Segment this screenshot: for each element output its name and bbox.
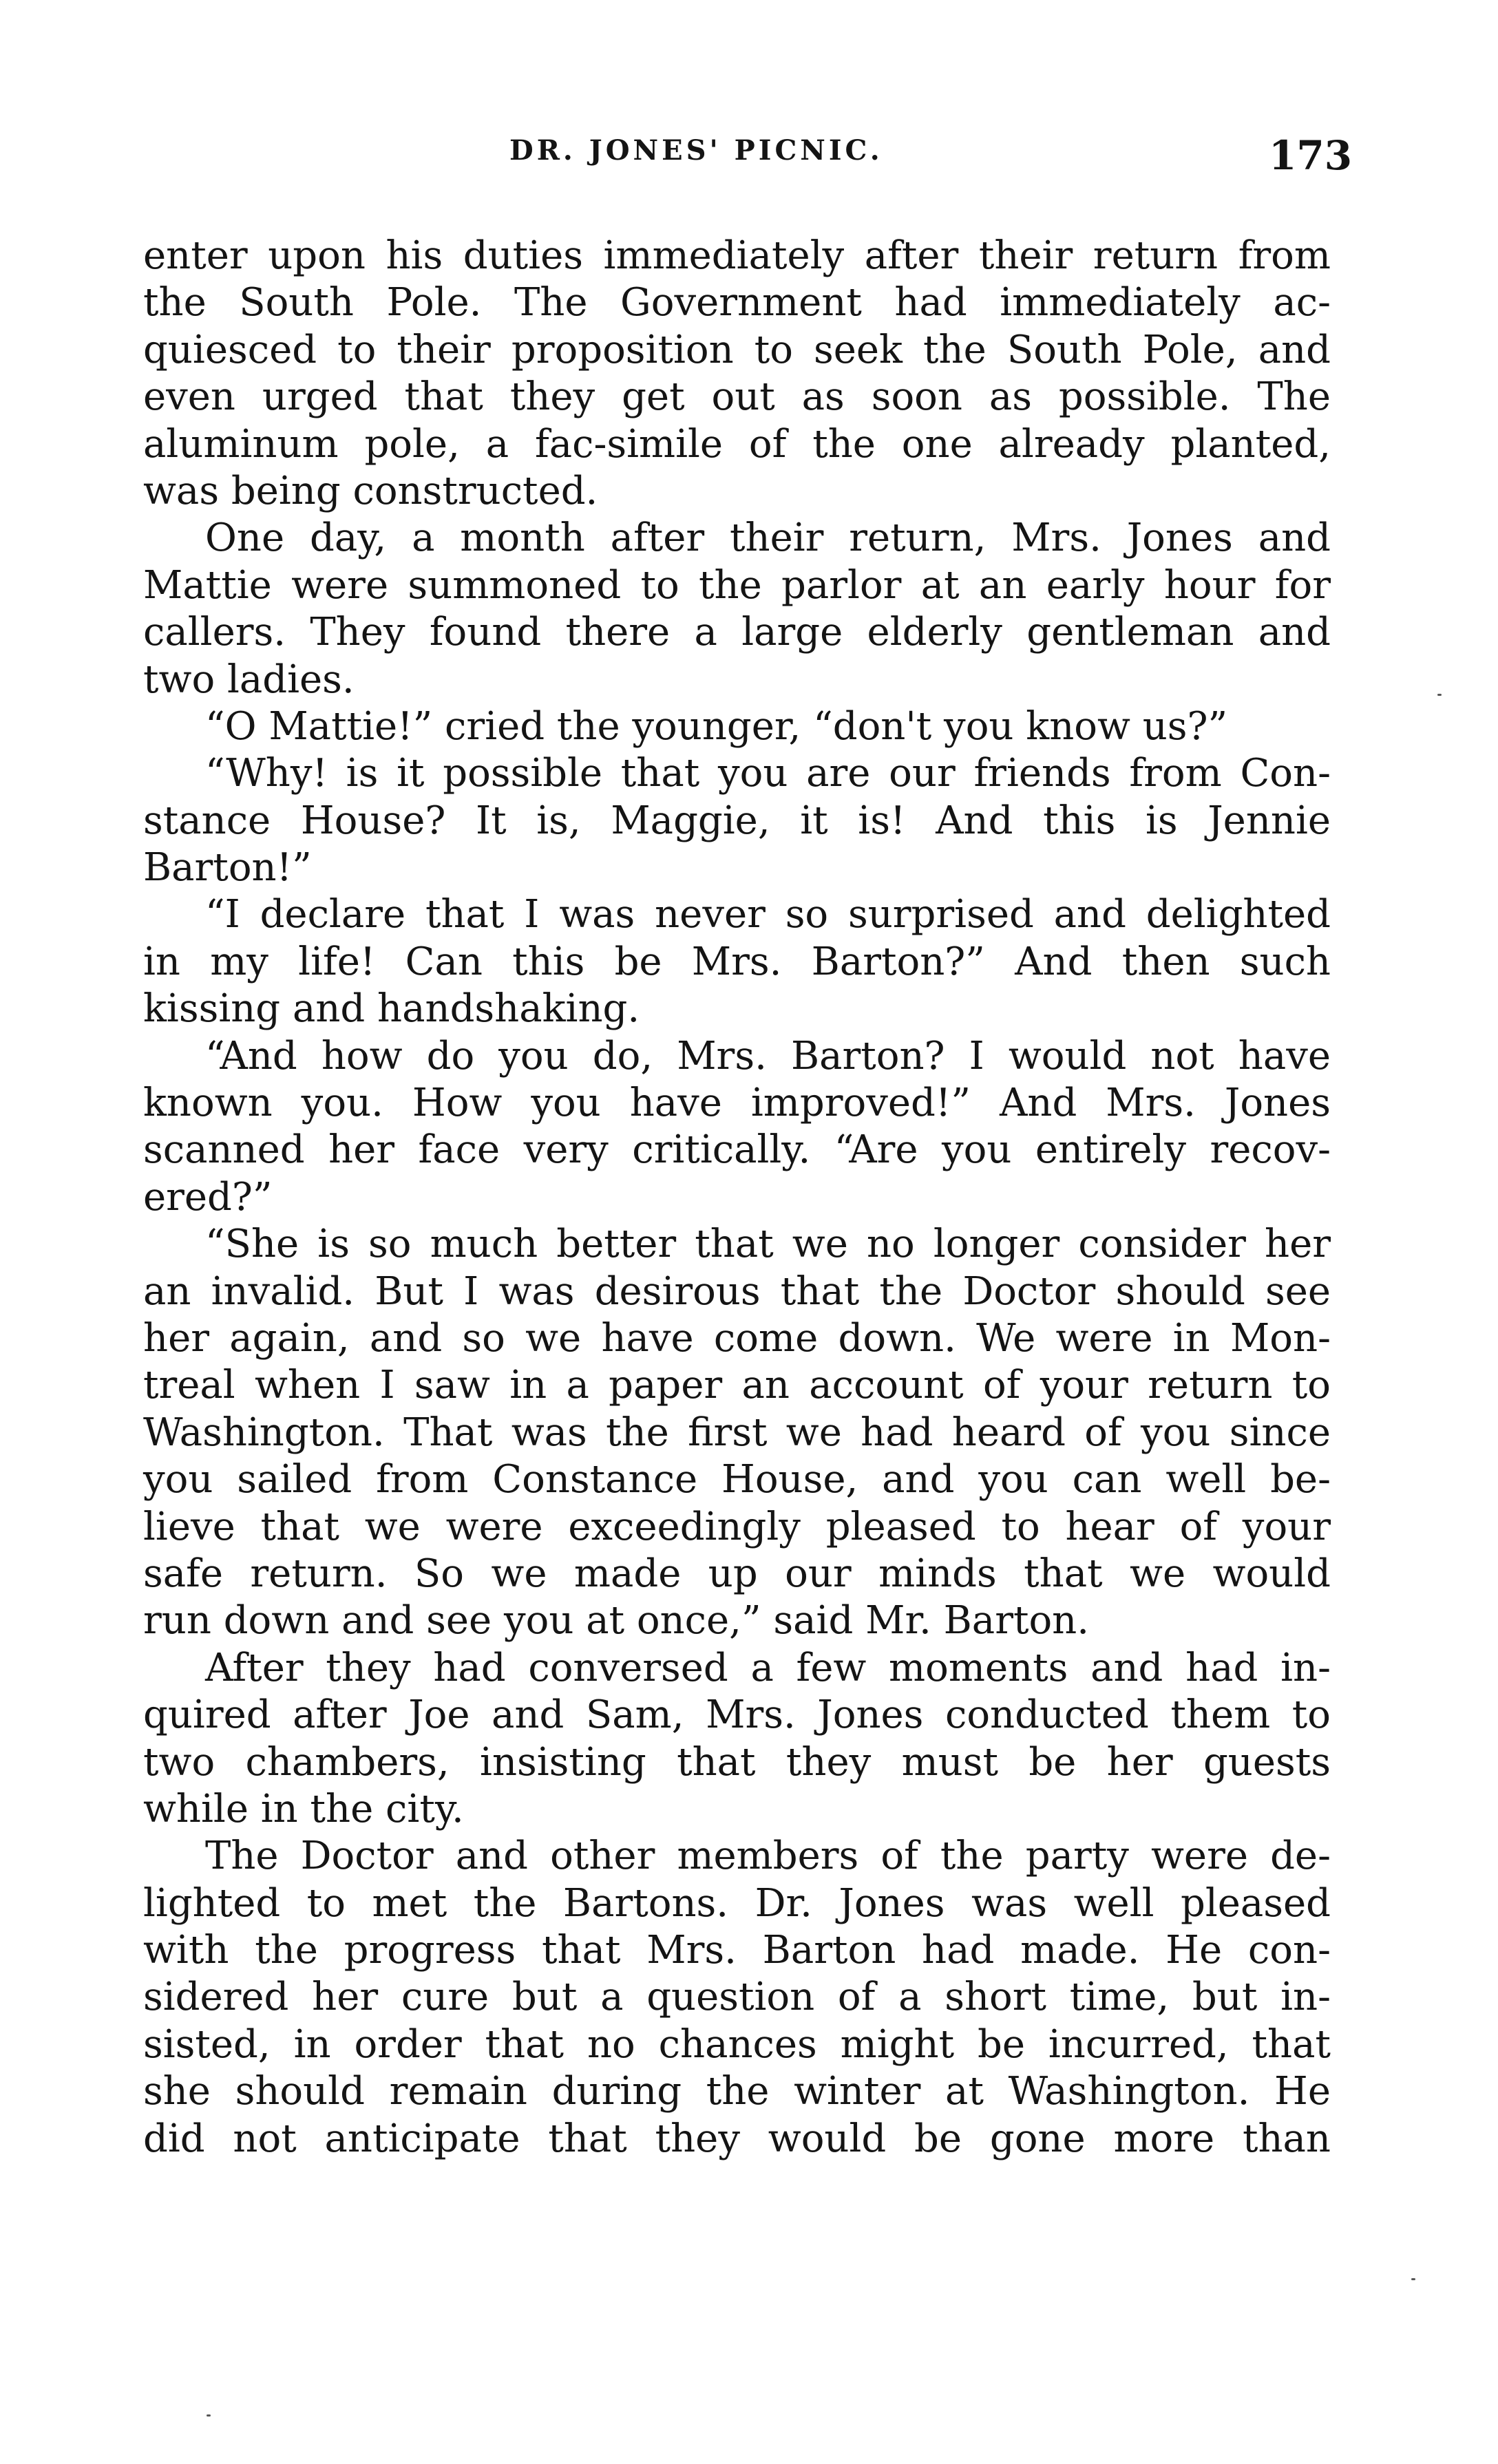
text-line: you sailed from Constance House, and you can well be- (143, 1457, 1331, 1502)
text-line: lieve that we were exceedingly pleased to hear of your (143, 1504, 1331, 1549)
text-line: sidered her cure but a question of a short time, but in- (143, 1975, 1331, 2020)
text-line: treal when I saw in a paper an account of your return to (143, 1363, 1331, 1408)
text-line: two chambers, insisting that they must be her guests (143, 1739, 1331, 1785)
text-line: she should remain during the winter at Washington. He (143, 2069, 1331, 2114)
text-line: callers. They found there a large elderly gentleman and (143, 610, 1331, 655)
text-line: stance House? It is, Maggie, it is! And this is Jennie (143, 798, 1331, 843)
text-line: aluminum pole, a fac-simile of the one already planted, (143, 421, 1331, 467)
text-line: quiesced to their proposition to seek the South Pole, and (143, 327, 1331, 372)
paragraph-start: The Doctor and other members of the party were de- (205, 1834, 1331, 1879)
paragraph-start: “She is so much better that we no longer consider her (205, 1222, 1331, 1267)
text-line: while in the city. (143, 1786, 464, 1831)
paper-speck (1437, 694, 1442, 696)
text-line: ered?” (143, 1174, 273, 1220)
paragraph-start: One day, a month after their return, Mrs. Jones and (205, 516, 1331, 561)
text-line: with the progress that Mrs. Barton had made. He con- (143, 1928, 1331, 1973)
page-number: 173 (1269, 132, 1353, 179)
running-title: DR. JONES' PICNIC. (509, 134, 883, 167)
text-line: sisted, in order that no chances might be incurred, that (143, 2021, 1331, 2067)
text-line: her again, and so we have come down. We were in Mon- (143, 1315, 1331, 1361)
text-line: scanned her face very critically. “Are you entirely recov- (143, 1127, 1331, 1173)
text-line: Mattie were summoned to the parlor at an early hour for (143, 562, 1331, 608)
text-line: enter upon his duties immediately after their return from (143, 233, 1331, 278)
text-line: an invalid. But I was desirous that the Doctor should see (143, 1268, 1331, 1314)
text-line: known you. How you have improved!” And Mrs. Jones (143, 1081, 1331, 1126)
paragraph-start: After they had conversed a few moments and had in- (205, 1645, 1331, 1690)
text-line: run down and see you at once,” said Mr. Barton. (143, 1598, 1090, 1644)
paragraph-start: “Why! is it possible that you are our friends from Con- (205, 751, 1331, 796)
text-line: Barton!” (143, 845, 312, 891)
text-line: the South Pole. The Government had immediately ac- (143, 280, 1331, 326)
text-line: even urged that they get out as soon as possible. The (143, 374, 1331, 420)
body-text (143, 233, 1331, 2163)
paper-speck (207, 2414, 211, 2417)
text-line: two ladies. (143, 657, 355, 702)
paragraph-start: “I declare that I was never so surprised and delighted (205, 892, 1331, 937)
text-line: in my life! Can this be Mrs. Barton?” And then such (143, 939, 1331, 984)
paper-speck (1411, 2278, 1415, 2280)
text-line: Washington. That was the first we had heard of you since (143, 1410, 1331, 1455)
paragraph-start: “And how do you do, Mrs. Barton? I would not have (205, 1033, 1331, 1079)
paragraph-start: “O Mattie!” cried the younger, “don't you know us?” (205, 703, 1228, 749)
text-line: kissing and handshaking. (143, 986, 640, 1032)
text-line: quired after Joe and Sam, Mrs. Jones conducted them to (143, 1692, 1331, 1738)
text-line: safe return. So we made up our minds that we would (143, 1551, 1331, 1596)
text-line: lighted to met the Bartons. Dr. Jones was well pleased (143, 1880, 1331, 1926)
text-line: did not anticipate that they would be gone more than (143, 2116, 1331, 2161)
text-line: was being constructed. (143, 468, 598, 513)
